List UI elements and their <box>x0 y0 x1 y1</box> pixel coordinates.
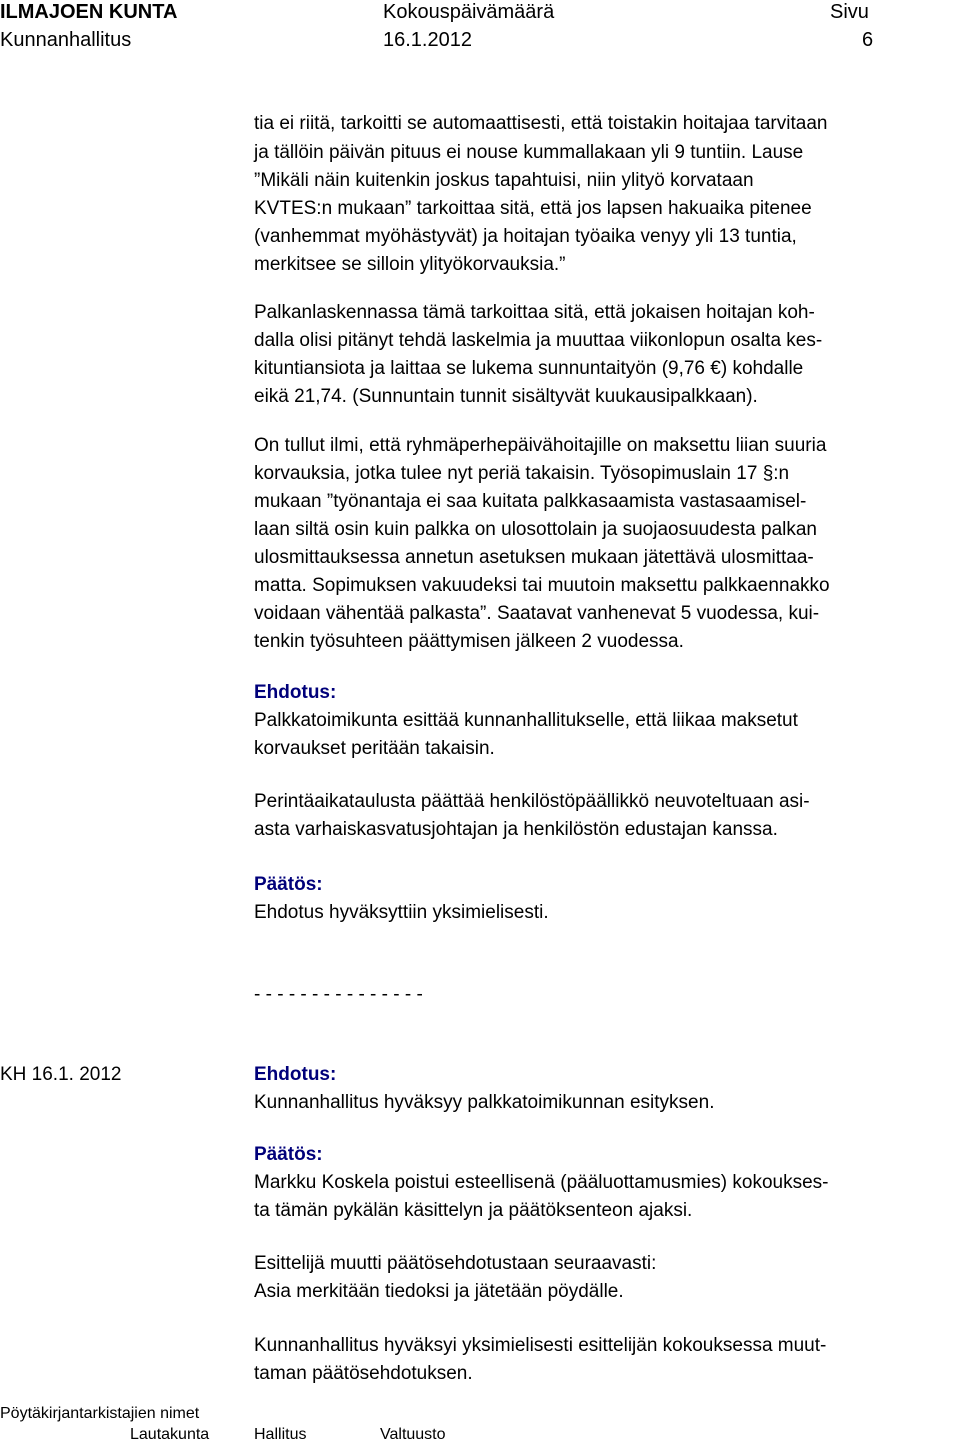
kh-proposal-label: Ehdotus: <box>254 1064 337 1085</box>
header-page-label: Sivu <box>830 1 869 23</box>
paragraph-line: ”Mikäli näin kuitenkin joskus tapahtuisi, niin ylityö korvataan <box>254 170 754 191</box>
proposal-line: korvaukset peritään takaisin. <box>254 738 495 759</box>
paragraph-line: matta. Sopimuksen vakuudeksi tai muutoin maksettu palkkaennakko <box>254 575 830 596</box>
kh-proposal-text: Kunnanhallitus hyväksyy palkkatoimikunnan esityksen. <box>254 1092 715 1113</box>
kh-decision-line: ta tämän pykälän käsittelyn ja päätöksenteon ajaksi. <box>254 1200 693 1221</box>
paragraph-line: korvauksia, jotka tulee nyt periä takaisin. Työsopimuslain 17 §:n <box>254 463 790 484</box>
kh-final-line: Kunnanhallitus hyväksyi yksimielisesti esittelijän kokouksessa muut- <box>254 1335 827 1356</box>
paragraph-line: asta varhaiskasvatusjohtajan ja henkilöstön edustajan kanssa. <box>254 819 778 840</box>
header-org: ILMAJOEN KUNTA <box>0 1 178 23</box>
kh-presenter-line: Esittelijä muutti päätösehdotustaan seuraavasti: <box>254 1253 657 1274</box>
kh-label: KH 16.1. 2012 <box>0 1064 122 1085</box>
footer-title: Pöytäkirjantarkistajien nimet <box>0 1405 200 1422</box>
footer-col-lautakunta: Lautakunta <box>130 1426 210 1443</box>
paragraph-line: Perintäaikataulusta päättää henkilöstöpäällikkö neuvoteltuaan asi- <box>254 791 810 812</box>
header-body: Kunnanhallitus <box>0 29 132 51</box>
paragraph-line: (vanhemmat myöhästyvät) ja hoitajan työaika venyy yli 13 tuntia, <box>254 226 797 247</box>
paragraph-line: KVTES:n mukaan” tarkoittaa sitä, että jos lapsen hakuaika pitenee <box>254 198 812 219</box>
kh-decision-line: Markku Koskela poistui esteellisenä (pääluottamusmies) kokoukses- <box>254 1172 829 1193</box>
paragraph-line: mukaan ”työnantaja ei saa kuitata palkkasaamista vastasaamisel- <box>254 491 807 512</box>
proposal-line: Palkkatoimikunta esittää kunnanhallitukselle, että liikaa maksetut <box>254 710 798 731</box>
paragraph-line: Palkanlaskennassa tämä tarkoittaa sitä, että jokaisen hoitajan koh- <box>254 302 815 323</box>
paragraph-line: laan siltä osin kuin palkka on ulosottolain ja suojaosuudesta palkan <box>254 519 817 540</box>
header-page-number: 6 <box>862 29 874 51</box>
kh-decision-label: Päätös: <box>254 1144 323 1165</box>
proposal-label: Ehdotus: <box>254 682 337 703</box>
paragraph-line: dalla olisi pitänyt tehdä laskelmia ja muuttaa viikonlopun osalta kes- <box>254 330 823 351</box>
paragraph-line: eikä 21,74. (Sunnuntain tunnit sisältyvät kuukausipalkkaan). <box>254 386 758 407</box>
section-separator: - - - - - - - - - - - - - - - <box>254 984 423 1005</box>
paragraph-line: voidaan vähentää palkasta”. Saatavat vanhenevat 5 vuodessa, kui- <box>254 603 820 624</box>
footer-col-valtuusto: Valtuusto <box>380 1426 446 1443</box>
kh-final-line: taman päätösehdotuksen. <box>254 1363 473 1384</box>
paragraph-line: On tullut ilmi, että ryhmäperhepäivähoitajille on maksettu liian suuria <box>254 435 827 456</box>
kh-presenter-line: Asia merkitään tiedoksi ja jätetään pöydälle. <box>254 1281 624 1302</box>
decision-label: Päätös: <box>254 874 323 895</box>
paragraph-line: ja tällöin päivän pituus ei nouse kummallakaan yli 9 tuntiin. Lause <box>254 142 804 163</box>
paragraph-line: merkitsee se silloin ylityökorvauksia.” <box>254 254 566 275</box>
footer-col-hallitus: Hallitus <box>254 1426 307 1443</box>
paragraph-line: ulosmittauksessa annetun asetuksen mukaan jätettävä ulosmittaa- <box>254 547 814 568</box>
decision-text: Ehdotus hyväksyttiin yksimielisesti. <box>254 902 549 923</box>
header-date-label: Kokouspäivämäärä <box>383 1 555 23</box>
paragraph-line: tenkin työsuhteen päättymisen jälkeen 2 vuodessa. <box>254 631 684 652</box>
paragraph-line: kituntiansiota ja laittaa se lukema sunnuntaityön (9,76 €) kohdalle <box>254 358 804 379</box>
header-date: 16.1.2012 <box>383 29 472 51</box>
paragraph-line: tia ei riitä, tarkoitti se automaattisesti, että toistakin hoitajaa tarvitaan <box>254 113 828 134</box>
